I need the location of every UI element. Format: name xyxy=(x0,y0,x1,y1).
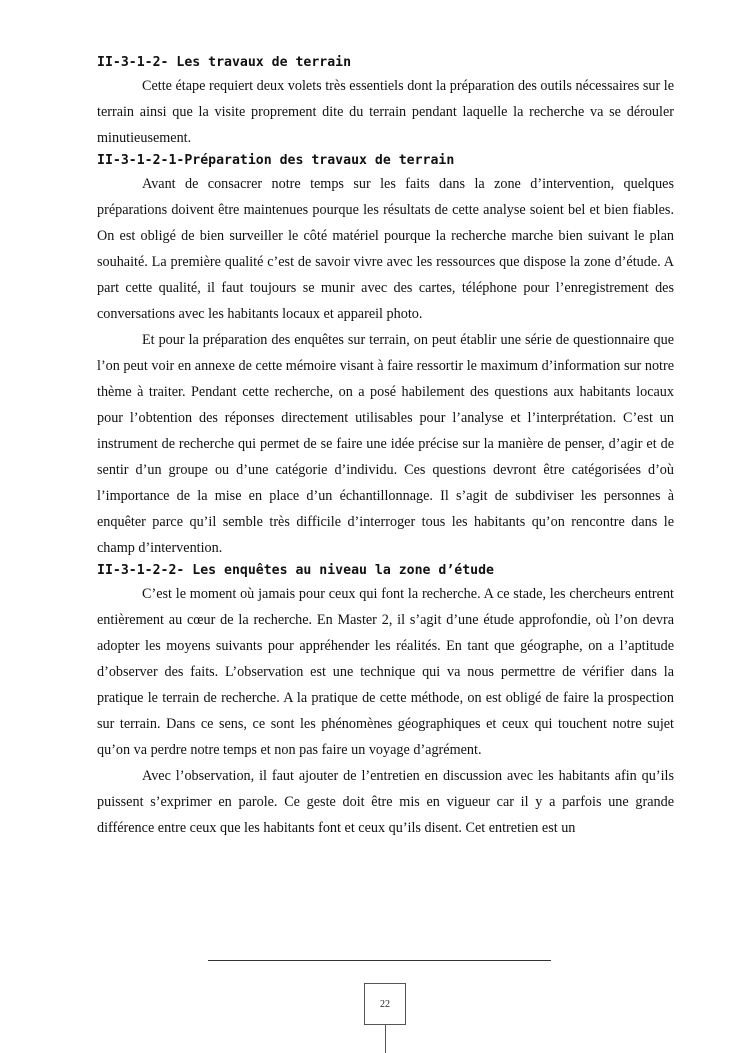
paragraph-enquetes-entretien: Avec l’observation, il faut ajouter de l’entretien en discussion avec les habitants afin qu’ils puissent s’exprimer en parole. Ce geste doit être mis en vigueur car il y a parfois une grande différence entre ceux que les habitants font et ceux qu’ils disent. Cet entretien est un xyxy=(97,768,674,836)
page-number-stem xyxy=(385,1025,386,1053)
page-number-label: 22 xyxy=(380,998,390,1010)
page-content xyxy=(97,53,674,841)
paragraph-preparation-enquetes: Et pour la préparation des enquêtes sur terrain, on peut établir une série de questionnaire que l’on peut voir en annexe de cette mémoire visant à faire ressortir le maximum d’information sur notre thème à traiter. Pendant cette recherche, on a posé habilement des questions aux habitants locaux pour l’obtention des réponses directement utilisables pour l’analyse et l’interprétation. C’est un instrument de recherche qui permet de se faire une idée précise sur la manière de penser, d’agir et de sentir d’un groupe ou d’une catégorie d’individu. Ces questions devront être catégorisées d’où l’importance de la mise en place d’un échantillonnage. Il s’agit de subdiviser les personnes à enquêter parce qu’il semble très difficile d’interroger tous les habitants qu’on rencontre dans le champ d’intervention. xyxy=(97,332,674,556)
page-number xyxy=(364,983,406,1025)
footer-divider xyxy=(208,960,551,961)
section-heading-enquetes: II-3-1-2-2- Les enquêtes au niveau la zone d’étude xyxy=(97,563,494,578)
section-heading-travaux-terrain: II-3-1-2- Les travaux de terrain xyxy=(97,55,352,70)
section-heading-preparation: II-3-1-2-1-Préparation des travaux de terrain xyxy=(97,153,455,168)
paragraph-enquetes-observation: C’est le moment où jamais pour ceux qui font la recherche. A ce stade, les chercheurs entrent entièrement au cœur de la recherche. En Master 2, il s’agit d’une étude approfondie, où l’on devra adopter les moyens suivants pour appréhender les réalités. En tant que géographe, on a l’aptitude d’observer des faits. L’observation est une technique qui va nous permettre de vérifier dans la pratique le terrain de recherche. A la pratique de cette méthode, on est obligé de faire la prospection sur terrain. Dans ce sens, ce sont les phénomènes géographiques et ceux qui touchent notre sujet qu’on va perdre notre temps et non pas faire un voyage d’agrément. xyxy=(97,586,674,758)
paragraph-preparation-materiel: Avant de consacrer notre temps sur les faits dans la zone d’intervention, quelques préparations doivent être maintenues pourque les résultats de cette analyse soient bel et bien fiables. On est obligé de bien surveiller le côté matériel pourque la recherche marche bien suivant le plan souhaité. La première qualité c’est de savoir vivre avec les ressources que dispose la zone d’étude. A part cette qualité, il faut toujours se munir avec des cartes, téléphone pour l’enregistrement des conversations avec les habitants locaux et appareil photo. xyxy=(97,176,674,322)
paragraph-intro-travaux: Cette étape requiert deux volets très essentiels dont la préparation des outils nécessaires sur le terrain ainsi que la visite proprement dite du terrain pendant laquelle la recherche va se dérouler minutieusement. xyxy=(97,78,674,146)
